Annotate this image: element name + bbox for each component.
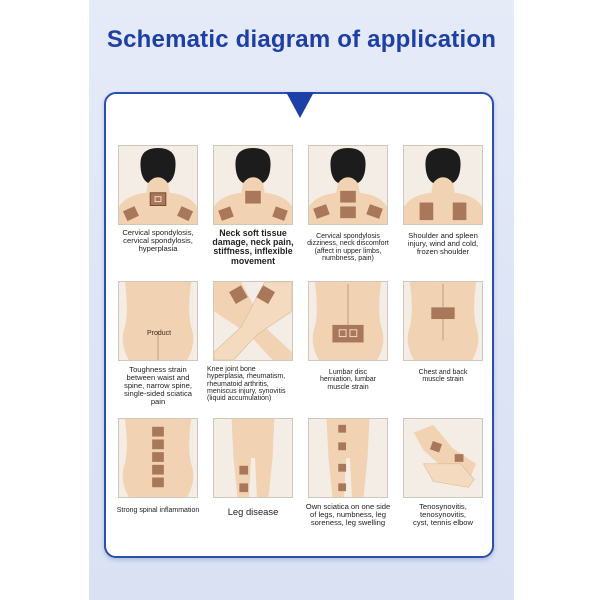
caption-knee-joint: Knee joint bone hyperplasia, rheumatism, rheumatoid arthritis, meniscus injury, synovitis (liquid accumulation) (207, 366, 286, 403)
spine-patches-icon (118, 418, 198, 498)
caption-chest-back: Chest and back muscle strain (418, 369, 468, 384)
leg-patches-icon (213, 418, 293, 498)
arm-elbow-patches-icon (403, 418, 483, 498)
caption-toughness-strain: Toughness strain between waist and spine, narrow spine, single-sided sciatica pain (124, 365, 192, 406)
neck-spine-patches-icon (308, 145, 388, 225)
caption-cervical-hyperplasia: Cervical spondylosis, cervical spondylosis, hyperplasia (122, 228, 194, 253)
caption-lumbar-disc: Lumbar disc herniation, lumbar muscle strain (319, 369, 377, 391)
caption-cervical-dizziness: Cervical spondylosis dizziness, neck discomfort (affect in upper limbs, numbness, pain) (307, 233, 389, 263)
lower-back-icon (118, 281, 198, 361)
card-notch-arrow (286, 92, 314, 118)
knee-patches-icon (213, 281, 293, 361)
upper-back-patches-icon (403, 281, 483, 361)
neck-patches-icon (213, 145, 293, 225)
caption-tenosynovitis: Tenosynovitis, tenosynovitis, cyst, tennis elbow (413, 502, 473, 527)
caption-neck-soft-tissue: Neck soft tissue damage, neck pain, stiffness, inflexible movement (212, 228, 294, 266)
caption-leg-disease: Leg disease (227, 506, 279, 517)
lumbar-patch-icon (308, 281, 388, 361)
page-title: Schematic diagram of application (106, 26, 497, 53)
neck-shoulder-patches-icon (118, 145, 198, 225)
product-label: Product (146, 330, 172, 337)
caption-sciatica: Own sciatica on one side of legs, numbness, leg soreness, leg swelling (305, 502, 391, 527)
shoulder-patches-icon (403, 145, 483, 225)
caption-spinal-inflammation: Strong spinal inflammation (116, 507, 200, 514)
caption-shoulder-injury: Shoulder and spleen injury, wind and cold, frozen shoulder (407, 231, 479, 256)
sciatica-leg-patches-icon (308, 418, 388, 498)
